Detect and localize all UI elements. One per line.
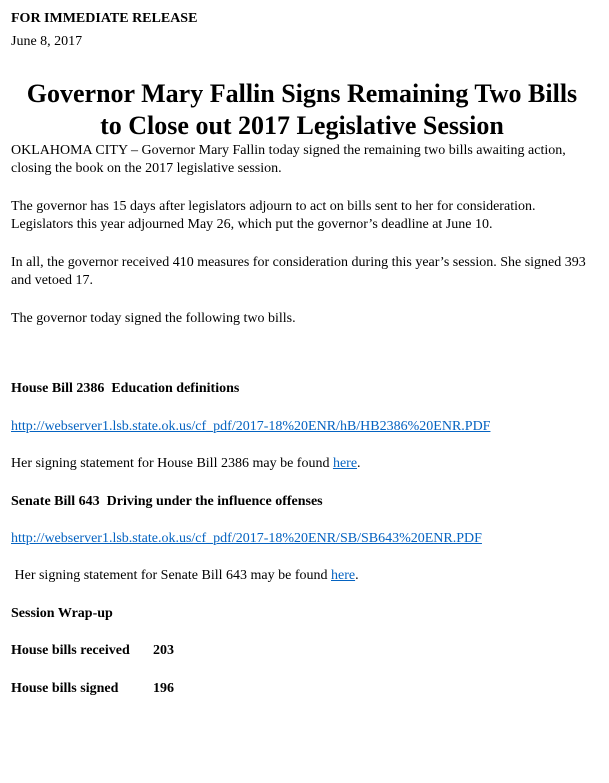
- stat-label: House bills signed: [11, 680, 119, 696]
- paragraph-measures: In all, the governor received 410 measures for consideration during this year’s session. She signed 393 and vetoed 17.: [11, 254, 590, 289]
- signing-statement-sb643: [11, 567, 593, 585]
- session-wrapup-heading: Session Wrap-up: [11, 605, 113, 621]
- paragraph-deadline: The governor has 15 days after legislators adjourn to act on bills sent to her for consideration. Legislators this year adjourned May 26, which put the governor’s deadline at June 10.: [11, 198, 539, 233]
- stat-value: 203: [153, 643, 174, 659]
- bill-url-paragraph-hb2386: [11, 418, 593, 436]
- bill-heading-hb2386: House Bill 2386 Education definitions: [11, 381, 240, 397]
- here-link-hb2386[interactable]: here: [332, 456, 358, 472]
- bill-url-link-sb643[interactable]: http://webserver1.lsb.state.ok.us/cf_pdf/2017-18%20ENR/SB/SB643%20ENR.PDF: [11, 530, 482, 546]
- here-link-sb643[interactable]: here: [331, 568, 356, 584]
- page-title: Governor Mary Fallin Signs Remaining Two Bills to Close out 2017 Legislative Session: [26, 79, 578, 141]
- bill-url-link-hb2386[interactable]: http://webserver1.lsb.state.ok.us/cf_pdf/2017-18%20ENR/hB/HB2386%20ENR.PDF: [11, 418, 491, 434]
- signing-statement-text: Her signing statement for Senate Bill 643 may be found: [11, 568, 331, 584]
- bill-url-paragraph-sb643: [11, 530, 593, 548]
- paragraph-signed-today: The governor today signed the following two bills.: [11, 310, 296, 326]
- stat-row-house-bills-signed: [11, 680, 593, 698]
- release-line: FOR IMMEDIATE RELEASE: [11, 11, 198, 26]
- signing-statement-period: .: [355, 568, 359, 584]
- paragraph-dateline-lead: OKLAHOMA CITY – Governor Mary Fallin today signed the remaining two bills awaiting action, closing the book on the 2017 legislative session.: [11, 142, 570, 177]
- stat-row-house-bills-received: [11, 642, 593, 660]
- signing-statement-hb2386: [11, 455, 593, 473]
- bill-heading-sb643: Senate Bill 643 Driving under the influence offenses: [11, 493, 323, 509]
- date-line: June 8, 2017: [11, 34, 83, 50]
- stat-value: 196: [153, 680, 174, 696]
- stat-label: House bills received: [11, 643, 130, 659]
- signing-statement-text: Her signing statement for House Bill 2386 may be found: [11, 456, 333, 472]
- signing-statement-period: .: [357, 456, 361, 472]
